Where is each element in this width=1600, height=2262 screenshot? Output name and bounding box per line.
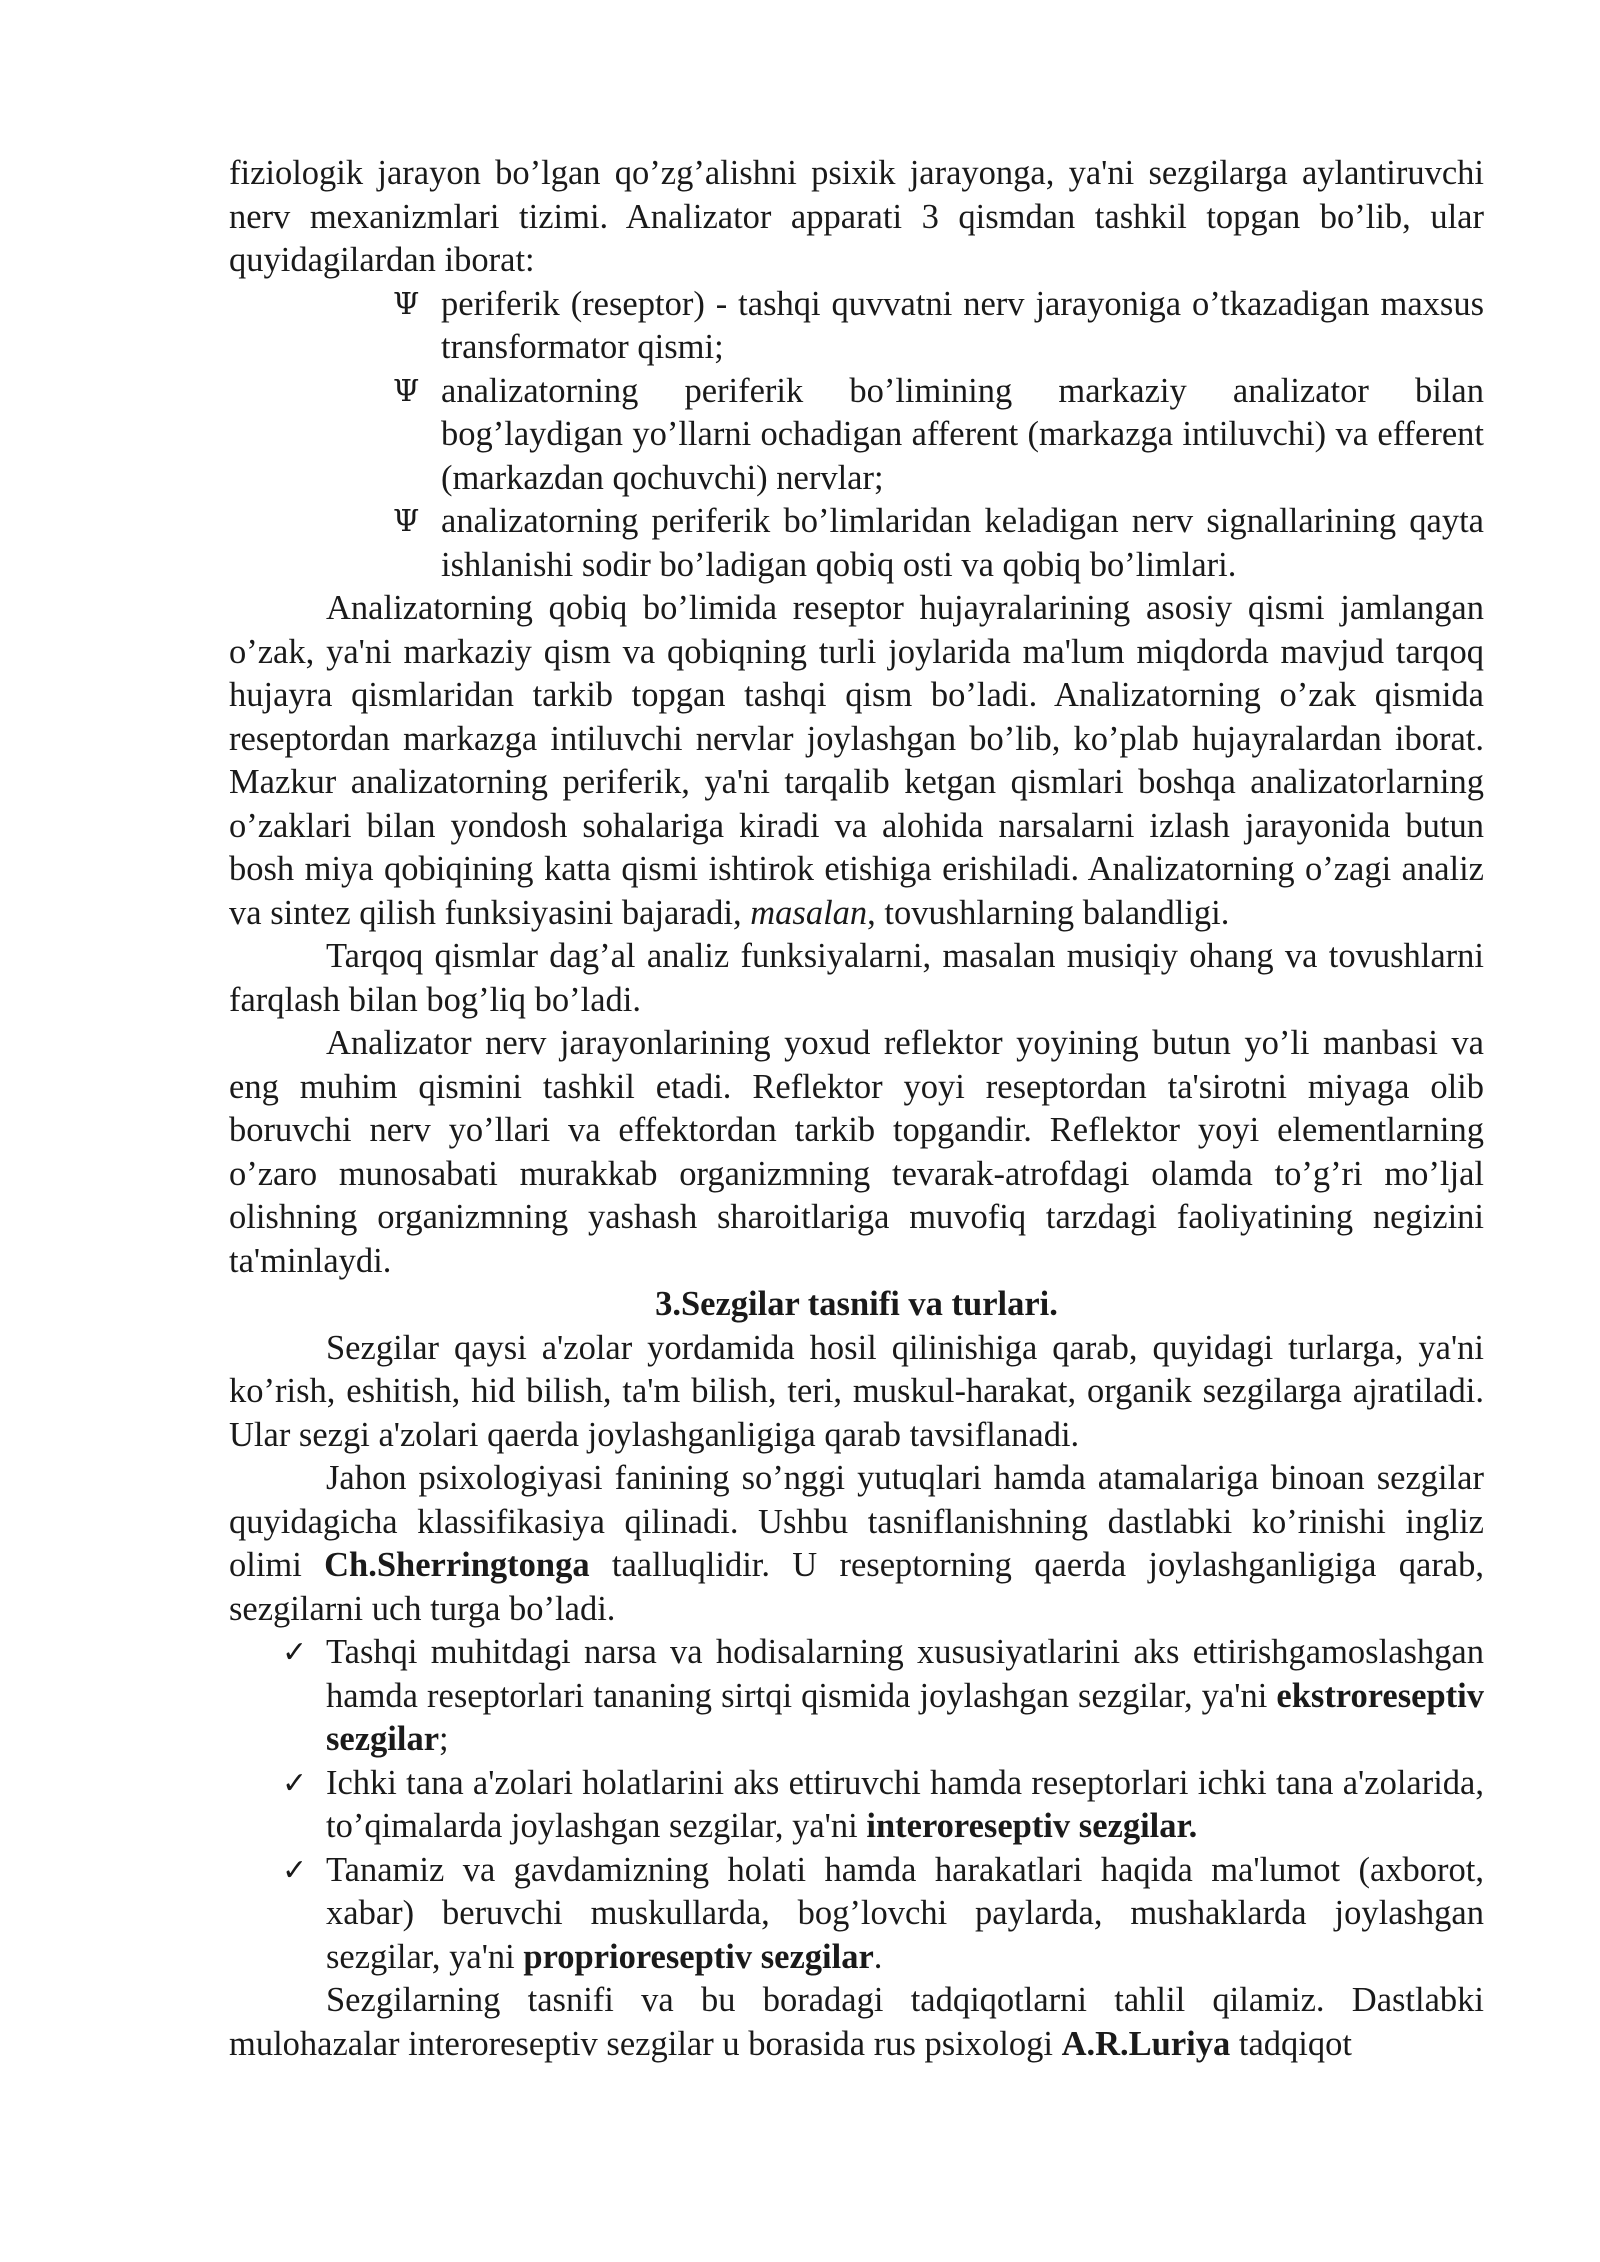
paragraph-scattered-parts: Tarqoq qismlar dag’al analiz funksiyalarni, masalan musiqiy ohang va tovushlarni farqlash bilan bog’liq bo’ladi.: [229, 937, 1484, 1019]
paragraph-cortex: [229, 587, 1484, 935]
paragraph-classification: [229, 1457, 1484, 1631]
bold-term: proprioreseptiv sezgilar: [523, 1937, 874, 1976]
list-item: [393, 500, 1484, 587]
list-item: [282, 1849, 1484, 1980]
list-item-text: analizatorning periferik bo’limining markaziy analizator bilan bog’laydigan yo’llarni ochadigan afferent (markazga intiluvchi) va efferent (markazdan qochuvchi) nervlar;: [441, 371, 1484, 497]
list-item-text: Tashqi muhitdagi narsa va hodisalarning xususiyatlarini aks ettirishgamoslashgan hamda reseptorlari tananing sirtqi qismida joylashgan sezgilar, ya'ni: [326, 1633, 1484, 1715]
list-item: [393, 370, 1484, 501]
list-item-text: analizatorning periferik bo’limlaridan keladigan nerv signallarining qayta ishlanishi sodir bo’ladigan qobiq osti va qobiq bo’limlari.: [441, 502, 1484, 584]
list-item-tail: ;: [439, 1720, 449, 1758]
paragraph-sense-types: Sezgilar qaysi a'zolar yordamida hosil qilinishiga qarab, quyidagi turlarga, ya'ni ko’rish, eshitish, hid bilish, ta'm bilish, teri, muskul-harakat, organik sezgilarga ajratiladi. Ular sezgi a'zolari qaerda joylashganligiga qarab tavsiflanadi.: [229, 1328, 1484, 1454]
psi-bullet-icon: Ψ: [393, 504, 420, 539]
paragraph-intro: fiziologik jarayon bo’lgan qo’zg’alishni psixik jarayonga, ya'ni sezgilarga aylantiruvchi nerv mexanizmlari tizimi. Analizator apparati 3 qismdan tashkil topgan bo’lib, ular quyidagilardan iborat:: [229, 154, 1484, 279]
bold-name: A.R.Luriya: [1061, 2024, 1231, 2063]
document-page: [229, 152, 1484, 2066]
checkmark-icon: ✓: [282, 1635, 308, 1670]
list-item: [282, 1762, 1484, 1849]
psi-bullet-icon: Ψ: [393, 373, 420, 409]
receptor-types-list: [229, 1631, 1484, 1979]
list-item-text: Tanamiz va gavdamizning holati hamda harakatlari haqida ma'lumot (axborot, xabar) beruvchi muskullarda, bog’lovchi paylarda, mushaklarda joylashgan sezgilar, ya'ni: [326, 1850, 1484, 1976]
paragraph-reflex-arc: Analizator nerv jarayonlarining yoxud reflektor yoyining butun yo’li manbasi va eng muhim qismini tashkil etadi. Reflektor yoyi reseptordan ta'sirotni miyaga olib boruvchi nerv yo’llari va effektordan tarkib topgandir. Reflektor yoyi elementlarning o’zaro munosabati murakkab organizmning tevarak-atrofdagi olamda to’g’ri mo’ljal olishning organizmning yashash sharoitlariga muvofiq tarzdagi faoliyatining negizini ta'minlaydi.: [229, 1024, 1484, 1280]
paragraph-text: Analizatorning qobiq bo’limida reseptor hujayralarining asosiy qismi jamlangan o’zak, ya'ni markaziy qism va qobiqning turli joylarida ma'lum miqdorda mavjud tarqoq hujayra qismlaridan tarkib topgan tashqi qism bo’ladi. Analizatorning o’zak qismida reseptordan markazga intiluvchi nervlar joylashgan bo’lib, ko’plab hujayralardan iborat. Mazkur analizatorning periferik, ya'ni tarqalib ketgan qismlari boshqa analizatorlarning o’zaklari bilan yondosh sohalariga kiradi va alohida narsalarni izlash jarayonida butun bosh miya qobiqining katta qismi ishtirok etishiga erishiladi. Analizatorning o’zagi analiz va sintez qilish funksiyasini bajaradi,: [229, 589, 1484, 932]
bold-term: ekstroreseptiv sezgilar: [326, 1676, 1484, 1758]
paragraph-text: Sezgilarning tasnifi va bu boradagi tadqiqotlarni tahlil qilamiz. Dastlabki mulohazalar interoreseptiv sezgilar u borasida rus psixologi: [229, 1981, 1484, 2063]
paragraph-text: taalluqlidir. U reseptorning qaerda joylashganligiga qarab, sezgilarni uch turga bo’ladi.: [229, 1546, 1484, 1628]
italic-term: masalan: [750, 893, 868, 932]
bold-name: Ch.Sherringtonga: [324, 1546, 590, 1584]
paragraph-text: tadqiqot: [1230, 2024, 1352, 2063]
list-item-text: periferik (reseptor) - tashqi quvvatni nerv jarayoniga o’tkazadigan maxsus transformator qismi;: [441, 284, 1484, 366]
analyzer-parts-list: [229, 283, 1484, 588]
list-item-tail: .: [873, 1937, 883, 1976]
paragraph-analysis: [229, 1979, 1484, 2066]
psi-bullet-icon: Ψ: [393, 286, 420, 322]
list-item: [393, 283, 1484, 370]
paragraph-text: , tovushlarning balandligi.: [867, 893, 1230, 932]
paragraph-text: Jahon psixologiyasi fanining so’nggi yutuqlari hamda atamalariga binoan sezgilar quyidagicha klassifikasiya qilinadi. Ushbu tasniflanishning dastlabki ko’rinishi ingliz olimi: [229, 1459, 1484, 1584]
bold-term: interoreseptiv sezgilar.: [866, 1807, 1198, 1845]
checkmark-icon: ✓: [282, 1765, 308, 1801]
list-item-text: Ichki tana a'zolari holatlarini aks ettiruvchi hamda reseptorlari ichki tana a'zolarida, to’qimalarda joylashgan sezgilar, ya'ni: [326, 1763, 1484, 1845]
checkmark-icon: ✓: [282, 1852, 308, 1888]
list-item: [282, 1631, 1484, 1762]
section-heading: 3.Sezgilar tasnifi va turlari.: [655, 1285, 1058, 1323]
